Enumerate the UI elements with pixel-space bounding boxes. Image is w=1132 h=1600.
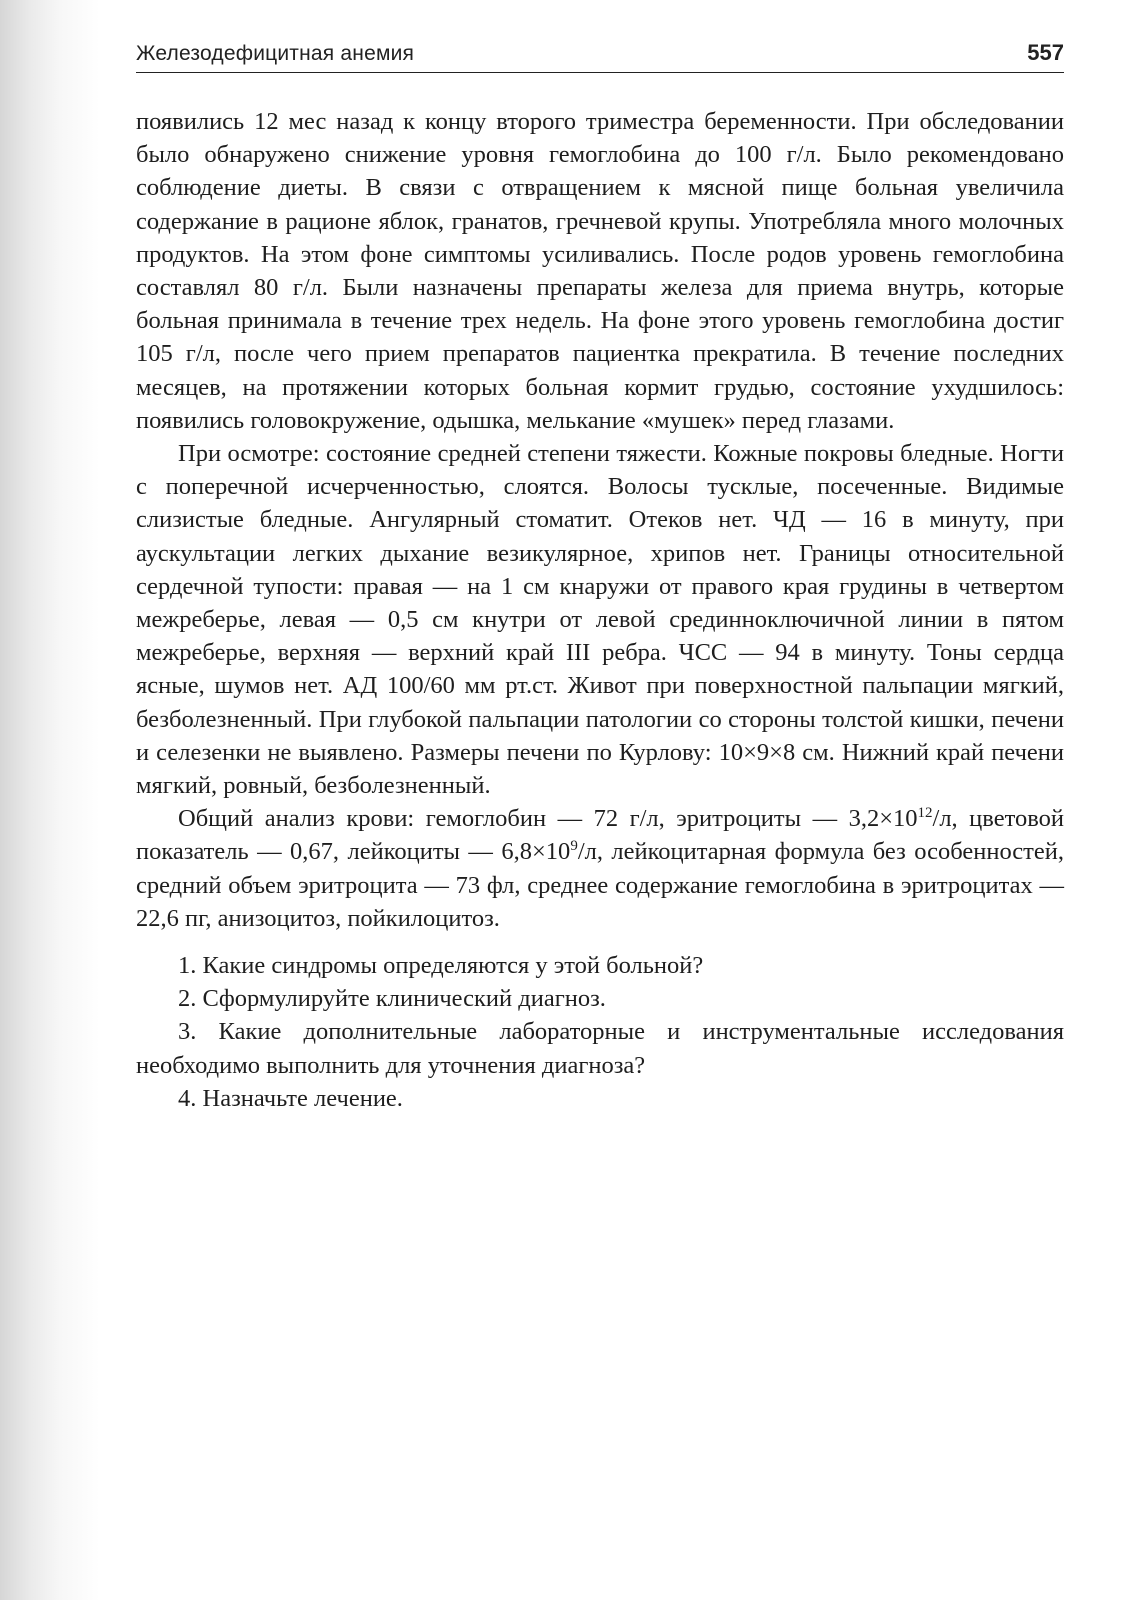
- blood-test-superscript-1: 12: [917, 805, 933, 822]
- blood-test-superscript-2: 9: [570, 838, 578, 855]
- question-list: [136, 949, 1064, 1115]
- case-text: [136, 105, 1064, 1115]
- chapter-title: Железодефицитная анемия: [136, 42, 415, 65]
- blood-test-text-3: /л, лейкоцитарная формула без особенностей, средний объем эритроцита — 73 фл, среднее содержание гемоглобина в эритроцитах — 22,6 пг, анизоцитоз, пойкилоцитоз.: [136, 838, 1064, 932]
- blood-test-text-2: /л, цветовой показатель — 0,67, лейкоциты — 6,8×10: [136, 805, 1064, 866]
- question-item: 3. Какие дополнительные лабораторные и инструментальные исследования необходимо выполнить для уточнения диагноза?: [136, 1018, 1064, 1079]
- question-item: 4. Назначьте лечение.: [178, 1084, 403, 1112]
- blood-test-text-1: Общий анализ крови: гемоглобин — 72 г/л, эритроциты — 3,2×10: [178, 805, 918, 833]
- running-header: [136, 38, 1064, 73]
- blood-test-paragraph: [136, 802, 1064, 935]
- history-paragraph: появились 12 мес назад к концу второго триместра беременности. При обследовании было обнаружено снижение уровня гемоглобина до 100 г/л. Было рекомендовано соблюдение диеты. В связи с отвращением к мясной пище больная увеличила содержание в рационе яблок, гранатов, гречневой крупы. Употребляла много молочных продуктов. На этом фоне симптомы усиливались. После родов уровень гемоглобина составлял 80 г/л. Были назначены препараты железа для приема внутрь, которые больная принимала в течение трех недель. На фоне этого уровень гемоглобина достиг 105 г/л, после чего прием препаратов пациентка прекратила. В течение последних месяцев, на протяжении которых больная кормит грудью, состояние ухудшилось: появились головокружение, одышка, мелькание «мушек» перед глазами.: [136, 108, 1064, 434]
- page-number: 557: [1027, 40, 1064, 65]
- question-item: 1. Какие синдромы определяются у этой больной?: [178, 952, 704, 980]
- question-item: 2. Сформулируйте клинический диагноз.: [178, 985, 606, 1013]
- examination-paragraph: При осмотре: состояние средней степени тяжести. Кожные покровы бледные. Ногти с поперечной исчерченностью, слоятся. Волосы тусклые, посеченные. Видимые слизистые бледные. Ангулярный стоматит. Отеков нет. ЧД — 16 в минуту, при аускультации легких дыхание везикулярное, хрипов нет. Границы относительной сердечной тупости: правая — на 1 см кнаружи от правого края грудины в четвертом межреберье, левая — 0,5 см кнутри от левой срединноключичной линии в пятом межреберье, верхняя — верхний край III ребра. ЧСС — 94 в минуту. Тоны сердца ясные, шумов нет. АД 100/60 мм рт.ст. Живот при поверхностной пальпации мягкий, безболезненный. При глубокой пальпации патологии со стороны толстой кишки, печени и селезенки не выявлено. Размеры печени по Курлову: 10×9×8 см. Нижний край печени мягкий, ровный, безболезненный.: [136, 440, 1064, 800]
